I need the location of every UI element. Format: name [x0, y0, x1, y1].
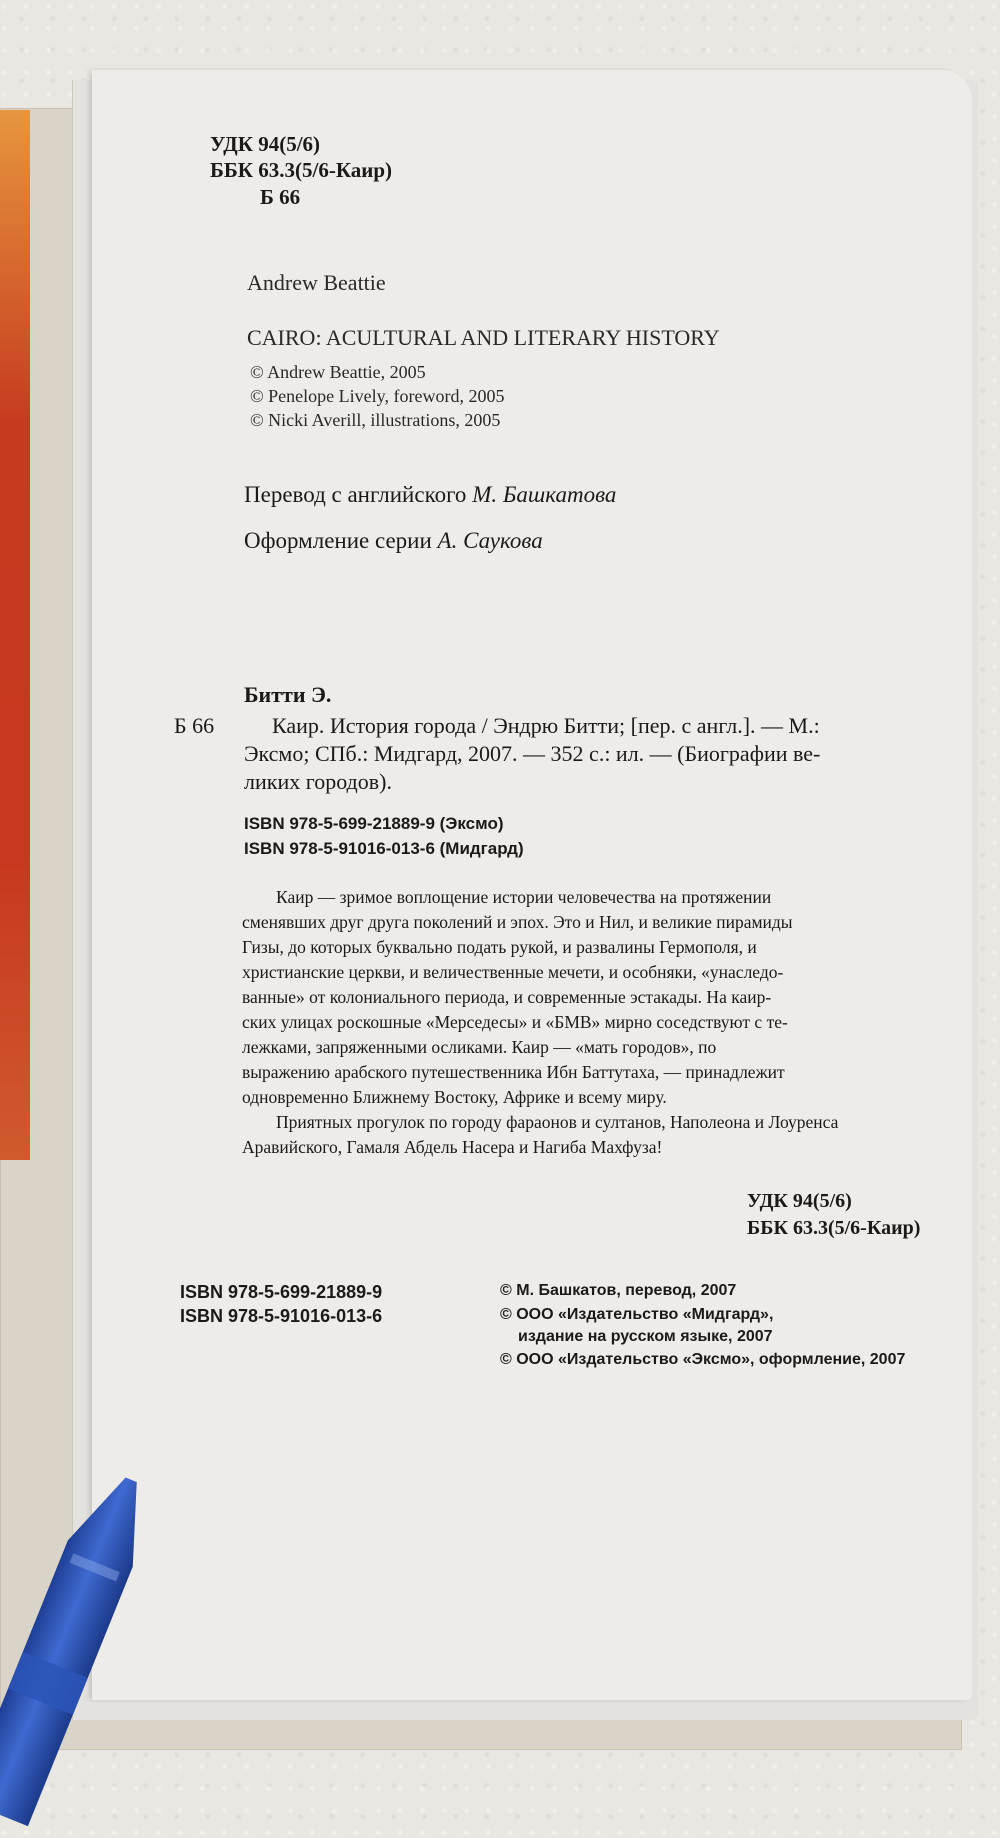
bib-line-1: Каир. История города / Эндрю Битти; [пер. с англ.]. — М.:: [272, 713, 820, 738]
annotation-line: Каир — зримое воплощение истории человечества на протяжении: [276, 887, 772, 907]
annotation-line: сменявших друг друга поколений и эпох. Это и Нил, и великие пирамиды: [242, 912, 793, 932]
original-copyright-2: © Penelope Lively, foreword, 2005: [250, 386, 505, 406]
annotation-line: Гизы, до которых буквально подать рукой, и развалины Гермополя, и: [242, 937, 757, 957]
translator-name: М. Башкатова: [472, 482, 617, 507]
footer-copyright-2: © ООО «Издательство «Мидгард»,: [500, 1306, 774, 1323]
translation-credit: [244, 482, 616, 508]
header-udk: УДК 94(5/6): [210, 132, 321, 156]
bib-line-2: Эксмо; СПб.: Мидгард, 2007. — 352 с.: ил. — (Биографии ве-: [244, 741, 821, 766]
footer-copyright-3: издание на русском языке, 2007: [518, 1328, 773, 1345]
annotation-line: Приятных прогулок по городу фараонов и султанов, Наполеона и Лоуренса: [276, 1112, 839, 1132]
cover-red-strip: [0, 110, 30, 1160]
footer-isbn-1: ISBN 978-5-699-21889-9: [180, 1282, 383, 1302]
footer-isbn-2: ISBN 978-5-91016-013-6: [180, 1306, 383, 1326]
annotation-line: ванные» от колониального периода, и современные эстакады. На каир-: [242, 987, 772, 1007]
footer-copyright-1: © М. Башкатов, перевод, 2007: [500, 1282, 737, 1299]
annotation-line: лежками, запряженными осликами. Каир — «мать городов», по: [242, 1037, 717, 1057]
bib-code: Б 66: [174, 713, 215, 738]
design-credit: [244, 528, 543, 554]
footer-copyright-4: © ООО «Издательство «Эксмо», оформление, 2007: [500, 1351, 906, 1368]
annotation-line: христианские церкви, и величественные мечети, и особняки, «унаследо-: [242, 962, 784, 982]
original-title: CAIRO: ACULTURAL AND LITERARY HISTORY: [247, 325, 720, 350]
header-code: Б 66: [260, 185, 301, 209]
bib-line-3: ликих городов).: [244, 769, 392, 794]
bib-isbn-1: ISBN 978-5-699-21889-9 (Эксмо): [244, 814, 504, 833]
annotation-line: выражению арабского путешественника Ибн Баттутаха, — принадлежит: [242, 1062, 785, 1082]
annotation-line: одновременно Ближнему Востоку, Африке и всему миру.: [242, 1087, 667, 1107]
imprint-page: [92, 70, 972, 1700]
design-label: Оформление серии: [244, 528, 438, 553]
annotation-line: Аравийского, Гамаля Абдель Насера и Нагиба Махфуза!: [242, 1137, 663, 1157]
original-author: Andrew Beattie: [247, 270, 386, 295]
bib-author-heading: Битти Э.: [244, 682, 332, 707]
footer-bbk: ББК 63.3(5/6-Каир): [747, 1217, 921, 1239]
annotation-line: ских улицах роскошные «Мерседесы» и «БМВ» мирно соседствуют с те-: [242, 1012, 788, 1032]
translation-label: Перевод с английского: [244, 482, 473, 507]
header-bbk: ББК 63.3(5/6-Каир): [210, 158, 393, 182]
original-copyright-3: © Nicki Averill, illustrations, 2005: [250, 410, 501, 430]
designer-name: А. Саукова: [437, 528, 543, 553]
original-copyright-1: © Andrew Beattie, 2005: [250, 362, 426, 382]
footer-udk: УДК 94(5/6): [747, 1190, 852, 1212]
bib-isbn-2: ISBN 978-5-91016-013-6 (Мидгард): [244, 839, 524, 858]
